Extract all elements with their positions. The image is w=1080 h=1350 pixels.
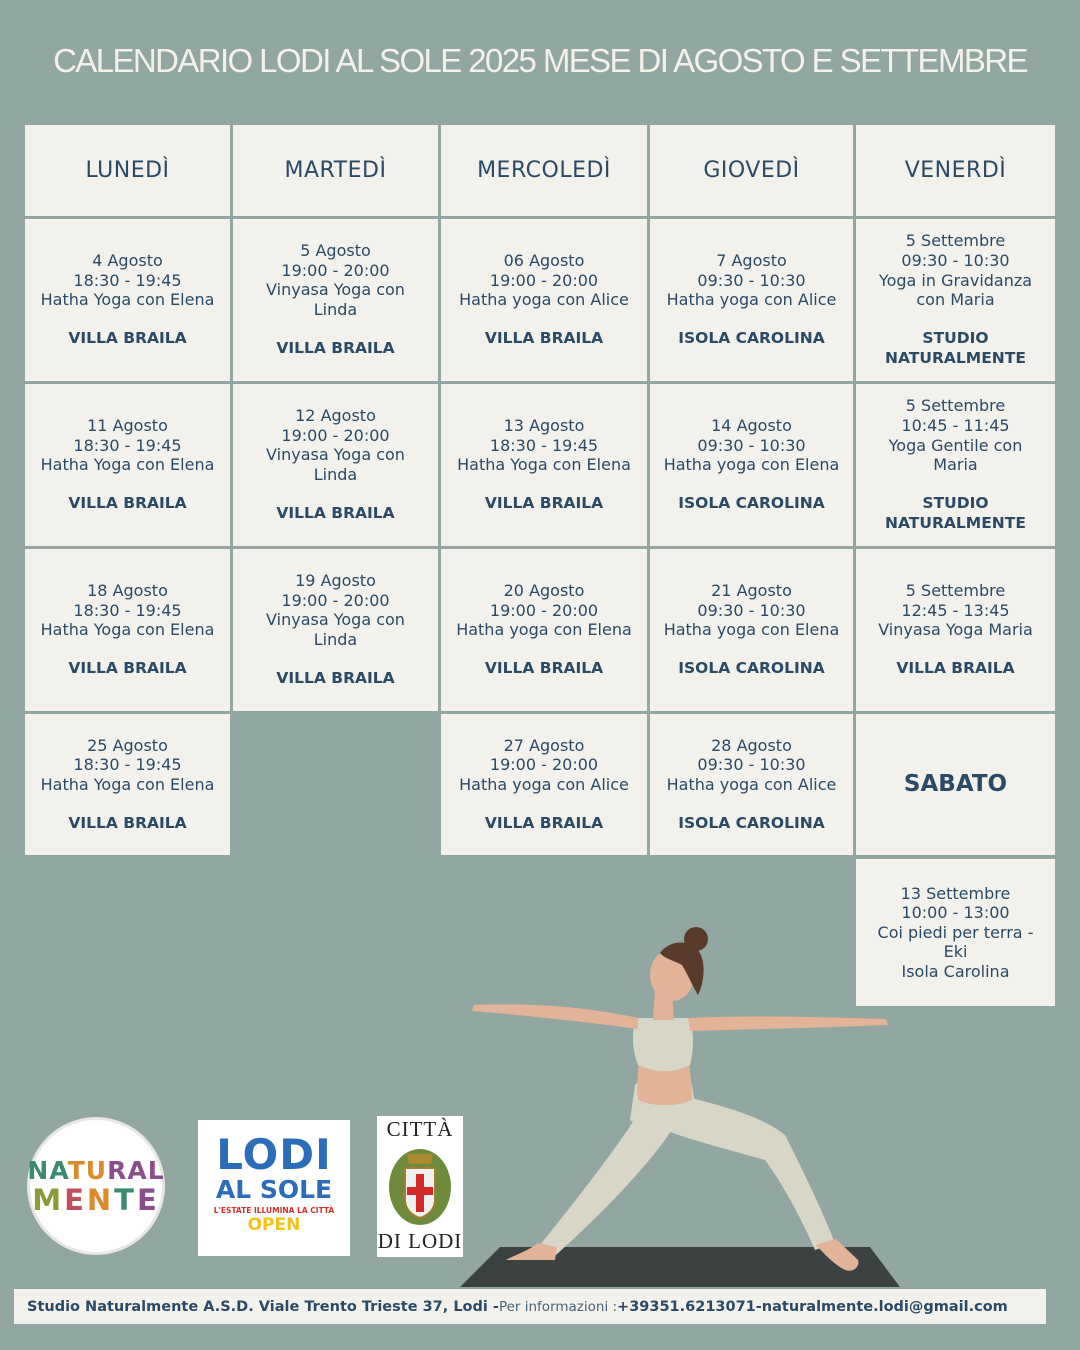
event-date: 11 Agosto (87, 416, 168, 436)
event-cell (441, 714, 647, 855)
event-venue: ISOLA CAROLINA (678, 813, 825, 832)
event-venue: VILLA BRAILA (276, 669, 395, 688)
event-cell (650, 219, 853, 381)
footer-info-bar (14, 1289, 1046, 1324)
event-cell (233, 219, 438, 381)
event-time: 09:30 - 10:30 (697, 600, 806, 620)
event-time: 19:00 - 20:00 (281, 425, 390, 445)
event-time: 19:00 - 20:00 (489, 270, 599, 290)
event-class: Vinyasa Yoga con (266, 445, 405, 465)
yoga-woman-illustration (460, 925, 910, 1290)
event-time: 18:30 - 19:45 (73, 600, 182, 620)
event-class: Linda (313, 300, 358, 319)
event-date: 5 Agosto (300, 241, 371, 261)
event-venue: ISOLA CAROLINA (678, 494, 825, 513)
naturalmente-logo-line1: NATURAL (27, 1155, 165, 1185)
event-venue: STUDIO (922, 494, 989, 513)
event-class: Hatha yoga con Elena (663, 455, 840, 475)
event-date: 7 Agosto (716, 251, 787, 271)
lodi-al-sole-tagline: L'ESTATE ILLUMINA LA CITTÀ (213, 1206, 335, 1215)
event-date: 5 Settembre (905, 396, 1006, 416)
event-time: 09:30 - 10:30 (697, 270, 806, 290)
event-cell (650, 549, 853, 711)
event-venue: VILLA BRAILA (484, 494, 604, 513)
day-header-wednesday: MERCOLEDÌ (441, 125, 647, 216)
event-cell (233, 549, 438, 711)
lodi-al-sole-logo-line1: LODI (216, 1130, 332, 1179)
event-class: Coi piedi per terra - (877, 922, 1034, 942)
event-class: Hatha yoga con Alice (459, 290, 629, 310)
event-cell (233, 384, 438, 546)
event-date: 13 Agosto (503, 416, 585, 436)
event-class: Vinyasa Yoga Maria (878, 620, 1033, 640)
event-class: Maria (933, 455, 978, 475)
citta-di-lodi-logo (377, 1116, 463, 1257)
event-date: 25 Agosto (87, 735, 168, 755)
event-venue: NATURALMENTE (885, 513, 1026, 532)
footer-contacts: +39351.6213071-naturalmente.lodi@gmail.com (617, 1298, 1008, 1315)
event-class: Hatha Yoga con Elena (457, 455, 631, 475)
footer-address: Studio Naturalmente A.S.D. Viale Trento Trieste 37, Lodi - (27, 1298, 499, 1315)
event-venue: ISOLA CAROLINA (678, 659, 825, 678)
event-date: 14 Agosto (711, 416, 792, 436)
event-venue: VILLA BRAILA (276, 504, 395, 523)
event-class: Eki (943, 942, 968, 962)
event-class: Yoga Gentile con (888, 435, 1023, 455)
event-cell (856, 549, 1055, 711)
event-venue: VILLA BRAILA (68, 329, 187, 348)
event-time: 10:45 - 11:45 (901, 416, 1010, 436)
event-time: 09:30 - 10:30 (697, 435, 806, 455)
event-class: Hatha Yoga con Elena (40, 290, 215, 310)
day-header-tuesday: MARTEDÌ (233, 125, 438, 216)
event-date: 13 Settembre (900, 883, 1011, 903)
event-cell (25, 219, 230, 381)
event-venue: VILLA BRAILA (484, 329, 604, 348)
event-venue: VILLA BRAILA (896, 659, 1015, 678)
event-cell (856, 384, 1055, 546)
page-title: CALENDARIO LODI AL SOLE 2025 MESE DI AGOSTO E SETTEMBRE (53, 42, 1027, 79)
citta-di-lodi-line1: CITTÀ (386, 1117, 454, 1141)
event-date: 18 Agosto (87, 581, 168, 601)
naturalmente-logo-line2: MENTE (32, 1182, 160, 1217)
event-time: 18:30 - 19:45 (73, 435, 182, 455)
event-date: 5 Settembre (905, 581, 1006, 601)
event-time: 18:30 - 19:45 (73, 270, 182, 290)
event-venue: ISOLA CAROLINA (678, 329, 825, 348)
event-class: Hatha yoga con Alice (666, 774, 837, 794)
event-venue: VILLA BRAILA (68, 813, 187, 832)
event-class: Isola Carolina (901, 961, 1010, 981)
event-class: Hatha yoga con Alice (666, 290, 837, 310)
event-cell (441, 384, 647, 546)
event-class: Linda (313, 465, 358, 484)
event-class: Hatha Yoga con Elena (40, 774, 215, 794)
event-venue: VILLA BRAILA (484, 659, 604, 678)
event-time: 19:00 - 20:00 (489, 755, 599, 775)
lodi-al-sole-logo-line2: AL SOLE (215, 1175, 333, 1204)
event-cell (25, 384, 230, 546)
event-cell (441, 219, 647, 381)
saturday-label: SABATO (903, 770, 1008, 797)
event-cell (856, 219, 1055, 381)
event-venue: NATURALMENTE (885, 348, 1026, 367)
event-date: 4 Agosto (92, 251, 163, 271)
day-header-monday: LUNEDÌ (25, 125, 230, 216)
event-time: 10:00 - 13:00 (901, 903, 1010, 923)
event-time: 09:30 - 10:30 (901, 251, 1010, 271)
event-venue: VILLA BRAILA (276, 339, 395, 358)
event-venue: VILLA BRAILA (68, 494, 187, 513)
event-date: 19 Agosto (295, 571, 376, 591)
event-date: 21 Agosto (711, 581, 792, 601)
lodi-al-sole-open-badge: OPEN (247, 1215, 301, 1235)
event-cell (25, 549, 230, 711)
event-date: 12 Agosto (295, 406, 376, 426)
event-date: 5 Settembre (905, 231, 1006, 251)
event-date: 20 Agosto (503, 581, 585, 601)
event-time: 18:30 - 19:45 (73, 755, 182, 775)
event-class: Hatha Yoga con Elena (40, 455, 215, 475)
event-cell (441, 549, 647, 711)
event-date: 27 Agosto (503, 735, 585, 755)
naturalmente-logo (27, 1117, 165, 1255)
event-time: 18:30 - 19:45 (489, 435, 599, 455)
event-class: Hatha yoga con Elena (663, 620, 840, 640)
event-class: Linda (313, 630, 358, 649)
lodi-al-sole-logo (198, 1120, 350, 1256)
coat-of-arms-icon (385, 1142, 455, 1228)
event-class: Yoga in Gravidanza (878, 270, 1033, 290)
event-time: 19:00 - 20:00 (281, 260, 390, 280)
event-time: 19:00 - 20:00 (489, 600, 599, 620)
citta-di-lodi-line2: DI LODI (377, 1229, 463, 1253)
event-venue: VILLA BRAILA (68, 659, 187, 678)
event-time: 12:45 - 13:45 (901, 600, 1010, 620)
event-time: 19:00 - 20:00 (281, 590, 390, 610)
event-cell (650, 714, 853, 855)
event-class: con Maria (916, 290, 995, 310)
event-venue: STUDIO (922, 329, 989, 348)
event-venue: VILLA BRAILA (484, 813, 604, 832)
event-class: Vinyasa Yoga con (266, 280, 405, 300)
event-class: Hatha yoga con Elena (456, 620, 632, 640)
event-time: 09:30 - 10:30 (697, 755, 806, 775)
footer-info-label: Per informazioni : (498, 1298, 618, 1315)
event-class: Hatha Yoga con Elena (40, 620, 215, 640)
event-date: 28 Agosto (711, 735, 792, 755)
day-header-thursday: GIOVEDÌ (650, 125, 853, 216)
event-class: Vinyasa Yoga con (266, 610, 405, 630)
event-cell (25, 714, 230, 855)
day-header-saturday (856, 714, 1055, 855)
day-header-friday: VENERDÌ (856, 125, 1055, 216)
event-class: Hatha yoga con Alice (459, 774, 629, 794)
event-cell (650, 384, 853, 546)
event-date: 06 Agosto (503, 251, 585, 271)
